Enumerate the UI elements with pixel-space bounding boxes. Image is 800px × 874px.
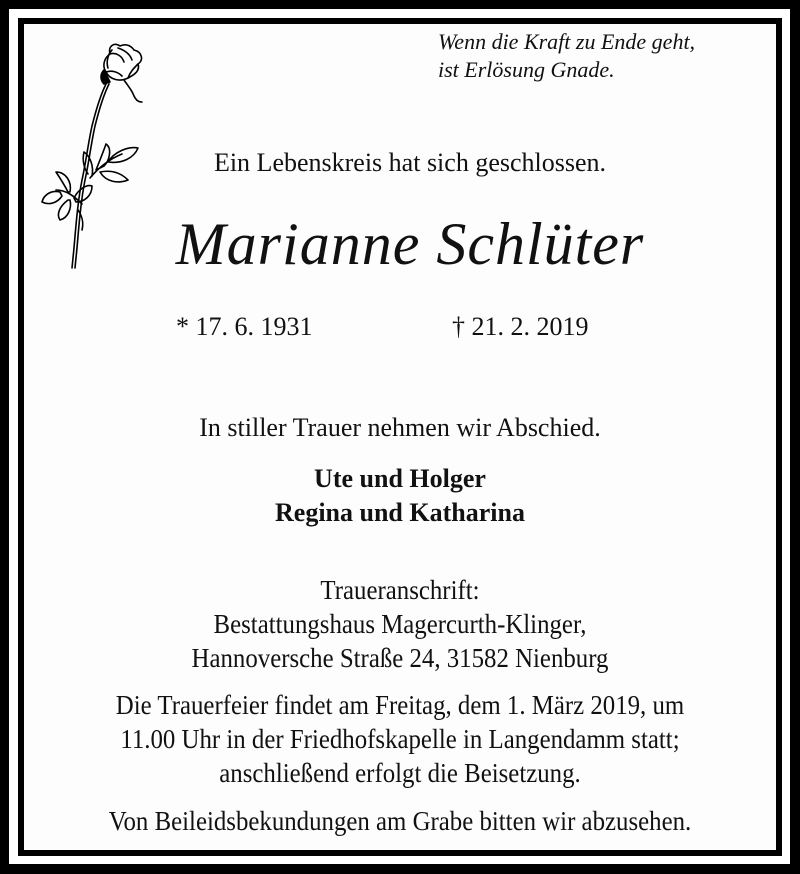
ceremony-info xyxy=(32,688,768,790)
farewell-text: In stiller Trauer nehmen wir Abschied. xyxy=(199,413,601,442)
motto-line-1: Wenn die Kraft zu Ende geht, xyxy=(438,29,696,54)
motto-line-2: ist Erlösung Gnade. xyxy=(438,57,615,82)
address-line-2: Hannoversche Straße 24, 31582 Nienburg xyxy=(191,643,609,673)
ceremony-line-3: anschließend erfolgt die Beisetzung. xyxy=(219,758,581,788)
motto-quote xyxy=(438,28,695,84)
mourner-entry: Ute und Holger xyxy=(314,464,486,493)
deceased-name: Marianne Schlüter xyxy=(175,211,645,277)
birth-date: * 17. 6. 1931 xyxy=(176,312,313,341)
ceremony-line-2: 11.00 Uhr in der Friedhofskapelle in Langendamm statt; xyxy=(120,724,680,754)
death-date: † 21. 2. 2019 xyxy=(452,312,589,341)
mourning-address xyxy=(32,573,768,675)
mourner-entry: Regina und Katharina xyxy=(275,498,525,527)
ceremony-line-1: Die Trauerfeier findet am Freitag, dem 1. März 2019, um xyxy=(115,690,685,720)
intro-text: Ein Lebenskreis hat sich geschlossen. xyxy=(213,148,607,177)
address-line-1: Bestattungshaus Magercurth-Klinger, xyxy=(213,609,587,639)
address-label: Traueranschrift: xyxy=(320,575,480,605)
condolence-note: Von Beileidsbekundungen am Grabe bitten wir abzusehen. xyxy=(108,806,692,836)
mourners-list xyxy=(0,462,800,530)
